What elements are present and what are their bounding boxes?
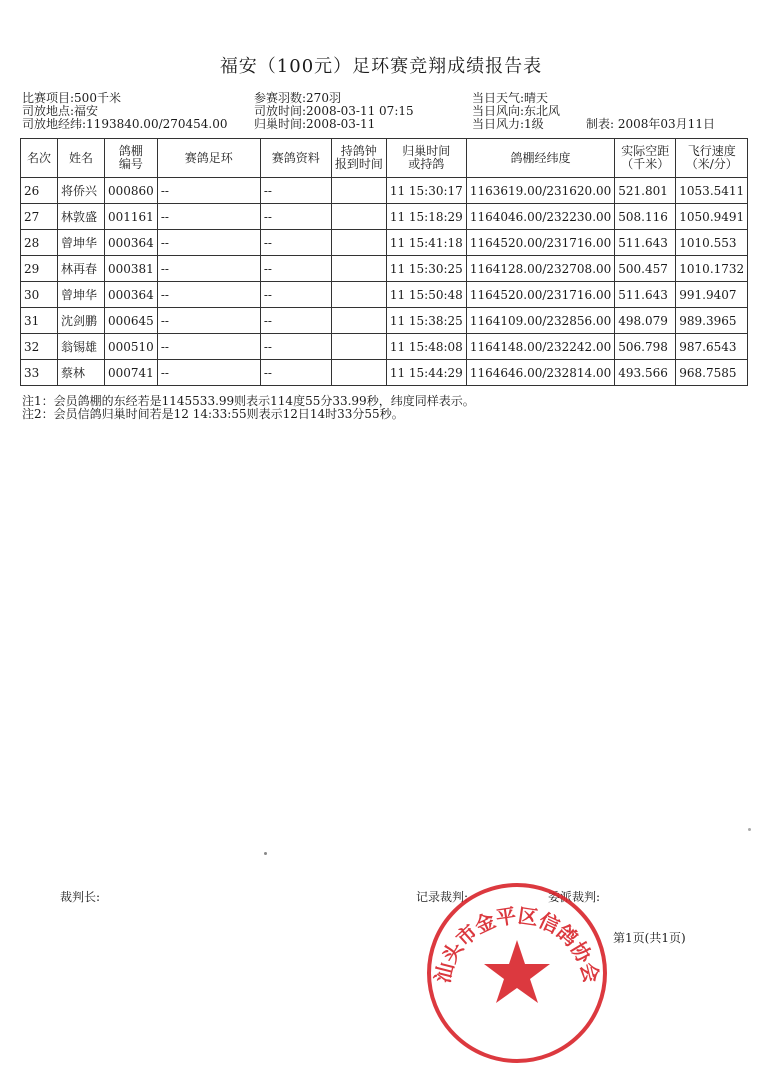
notes [22,395,475,421]
cell-loft-id: 000364 [105,230,158,256]
star-icon [484,940,550,1003]
weather: 当日天气:晴天 [472,91,549,105]
cell-name: 翁锡雄 [58,334,105,360]
record-referee-label: 记录裁判: [416,890,469,904]
cell-clock-time [331,308,386,334]
cell-speed: 987.6543 [676,334,748,360]
race-info-col-2 [254,92,414,131]
table-row [21,204,748,230]
cell-return-time: 11 15:44:29 [386,360,466,386]
cell-ring: -- [157,334,260,360]
cell-loft-id: 000364 [105,282,158,308]
cell-pigeon-info: -- [260,230,331,256]
cell-rank: 30 [21,282,58,308]
header-coordinates: 鸽棚经纬度 [466,139,614,178]
cell-speed: 968.7585 [676,360,748,386]
cell-return-time: 11 15:18:29 [386,204,466,230]
cell-distance: 498.079 [615,308,676,334]
cell-speed: 1053.5411 [676,178,748,204]
cell-clock-time [331,360,386,386]
cell-return-time: 11 15:30:17 [386,178,466,204]
report-title: 福安（100元）足环赛竞翔成绩报告表 [219,56,543,77]
cell-loft-id: 001161 [105,204,158,230]
cell-name: 将侨兴 [58,178,105,204]
cell-ring: -- [157,308,260,334]
cell-speed: 1010.1732 [676,256,748,282]
header-name: 姓名 [58,139,105,178]
cell-name: 沈剑鹏 [58,308,105,334]
header-distance: 实际空距 （千米） [615,139,676,178]
cell-return-time: 11 15:50:48 [386,282,466,308]
cell-pigeon-info: -- [260,360,331,386]
cell-loft-id: 000741 [105,360,158,386]
release-location: 司放地点:福安 [22,104,99,118]
cell-ring: -- [157,256,260,282]
cell-return-time: 11 15:30:25 [386,256,466,282]
referee-chief-label: 裁判长: [60,890,101,904]
appointed-referee-label: 委派裁判: [548,890,601,904]
header-speed: 飞行速度 （米/分） [676,139,748,178]
cell-distance: 493.566 [615,360,676,386]
scan-speck [748,828,751,831]
cell-distance: 500.457 [615,256,676,282]
cell-loft-id: 000381 [105,256,158,282]
cell-rank: 27 [21,204,58,230]
cell-rank: 32 [21,334,58,360]
cell-distance: 508.116 [615,204,676,230]
results-table [20,138,748,386]
table-header-row [21,139,748,178]
header-ring: 赛鸽足环 [157,139,260,178]
cell-speed: 1010.553 [676,230,748,256]
cell-clock-time [331,178,386,204]
cell-pigeon-info: -- [260,256,331,282]
cell-distance: 511.643 [615,282,676,308]
cell-name: 林再春 [58,256,105,282]
cell-coordinates: 1164520.00/231716.00 [466,282,614,308]
cell-distance: 521.801 [615,178,676,204]
scan-speck [264,852,267,855]
cell-pigeon-info: -- [260,308,331,334]
cell-return-time: 11 15:41:18 [386,230,466,256]
return-time: 归巢时间:2008-03-11 [254,117,376,131]
made-date: 制表: 2008年03月11日 [586,117,715,131]
cell-coordinates: 1164646.00/232814.00 [466,360,614,386]
cell-ring: -- [157,282,260,308]
table-row [21,230,748,256]
cell-ring: -- [157,360,260,386]
seal-text: 汕头市金平区信鸽协会 [430,903,604,986]
cell-distance: 511.643 [615,230,676,256]
table-row [21,334,748,360]
cell-coordinates: 1164128.00/232708.00 [466,256,614,282]
cell-name: 蔡林 [58,360,105,386]
cell-rank: 31 [21,308,58,334]
cell-loft-id: 000645 [105,308,158,334]
table-row [21,308,748,334]
wind-direction: 当日风向:东北风 [472,104,561,118]
table-row [21,178,748,204]
cell-rank: 26 [21,178,58,204]
cell-coordinates: 1164148.00/232242.00 [466,334,614,360]
race-item: 比赛项目:500千米 [22,91,121,105]
cell-pigeon-info: -- [260,334,331,360]
cell-name: 林敦盛 [58,204,105,230]
race-info-col-3 [472,92,560,131]
note-1: 注1：会员鸽棚的东经若是1145533.99则表示114度55分33.99秒，纬度同样表示。 [22,394,475,408]
table-body [21,178,748,386]
header-pigeon-info: 赛鸽资料 [260,139,331,178]
cell-clock-time [331,204,386,230]
cell-ring: -- [157,178,260,204]
cell-clock-time [331,282,386,308]
table-row [21,256,748,282]
note-2: 注2：会员信鸽归巢时间若是12 14:33:55则表示12日14时33分55秒。 [22,407,404,421]
cell-rank: 33 [21,360,58,386]
cell-ring: -- [157,230,260,256]
cell-return-time: 11 15:48:08 [386,334,466,360]
cell-pigeon-info: -- [260,178,331,204]
cell-speed: 991.9407 [676,282,748,308]
cell-distance: 506.798 [615,334,676,360]
page-number: 第1页(共1页) [613,931,686,945]
cell-coordinates: 1164109.00/232856.00 [466,308,614,334]
header-clock-time: 持鸽钟 报到时间 [331,139,386,178]
association-seal [422,878,612,1068]
cell-return-time: 11 15:38:25 [386,308,466,334]
cell-loft-id: 000510 [105,334,158,360]
cell-clock-time [331,256,386,282]
header-loft-id: 鸽棚 编号 [105,139,158,178]
cell-name: 曾坤华 [58,230,105,256]
cell-name: 曾坤华 [58,282,105,308]
header-rank: 名次 [21,139,58,178]
cell-pigeon-info: -- [260,204,331,230]
entry-count: 参赛羽数:270羽 [254,91,341,105]
cell-coordinates: 1164046.00/232230.00 [466,204,614,230]
cell-pigeon-info: -- [260,282,331,308]
cell-rank: 28 [21,230,58,256]
cell-clock-time [331,334,386,360]
cell-ring: -- [157,204,260,230]
cell-coordinates: 1164520.00/231716.00 [466,230,614,256]
header-return-time: 归巢时间 或持鸽 [386,139,466,178]
cell-loft-id: 000860 [105,178,158,204]
table-row [21,360,748,386]
table-row [21,282,748,308]
release-coordinates: 司放地经纬:1193840.00/270454.00 [22,117,228,131]
release-time: 司放时间:2008-03-11 07:15 [254,104,414,118]
cell-clock-time [331,230,386,256]
race-info-col-1 [22,92,228,131]
wind-force: 当日风力:1级 [472,117,544,131]
cell-coordinates: 1163619.00/231620.00 [466,178,614,204]
cell-speed: 989.3965 [676,308,748,334]
cell-rank: 29 [21,256,58,282]
cell-speed: 1050.9491 [676,204,748,230]
